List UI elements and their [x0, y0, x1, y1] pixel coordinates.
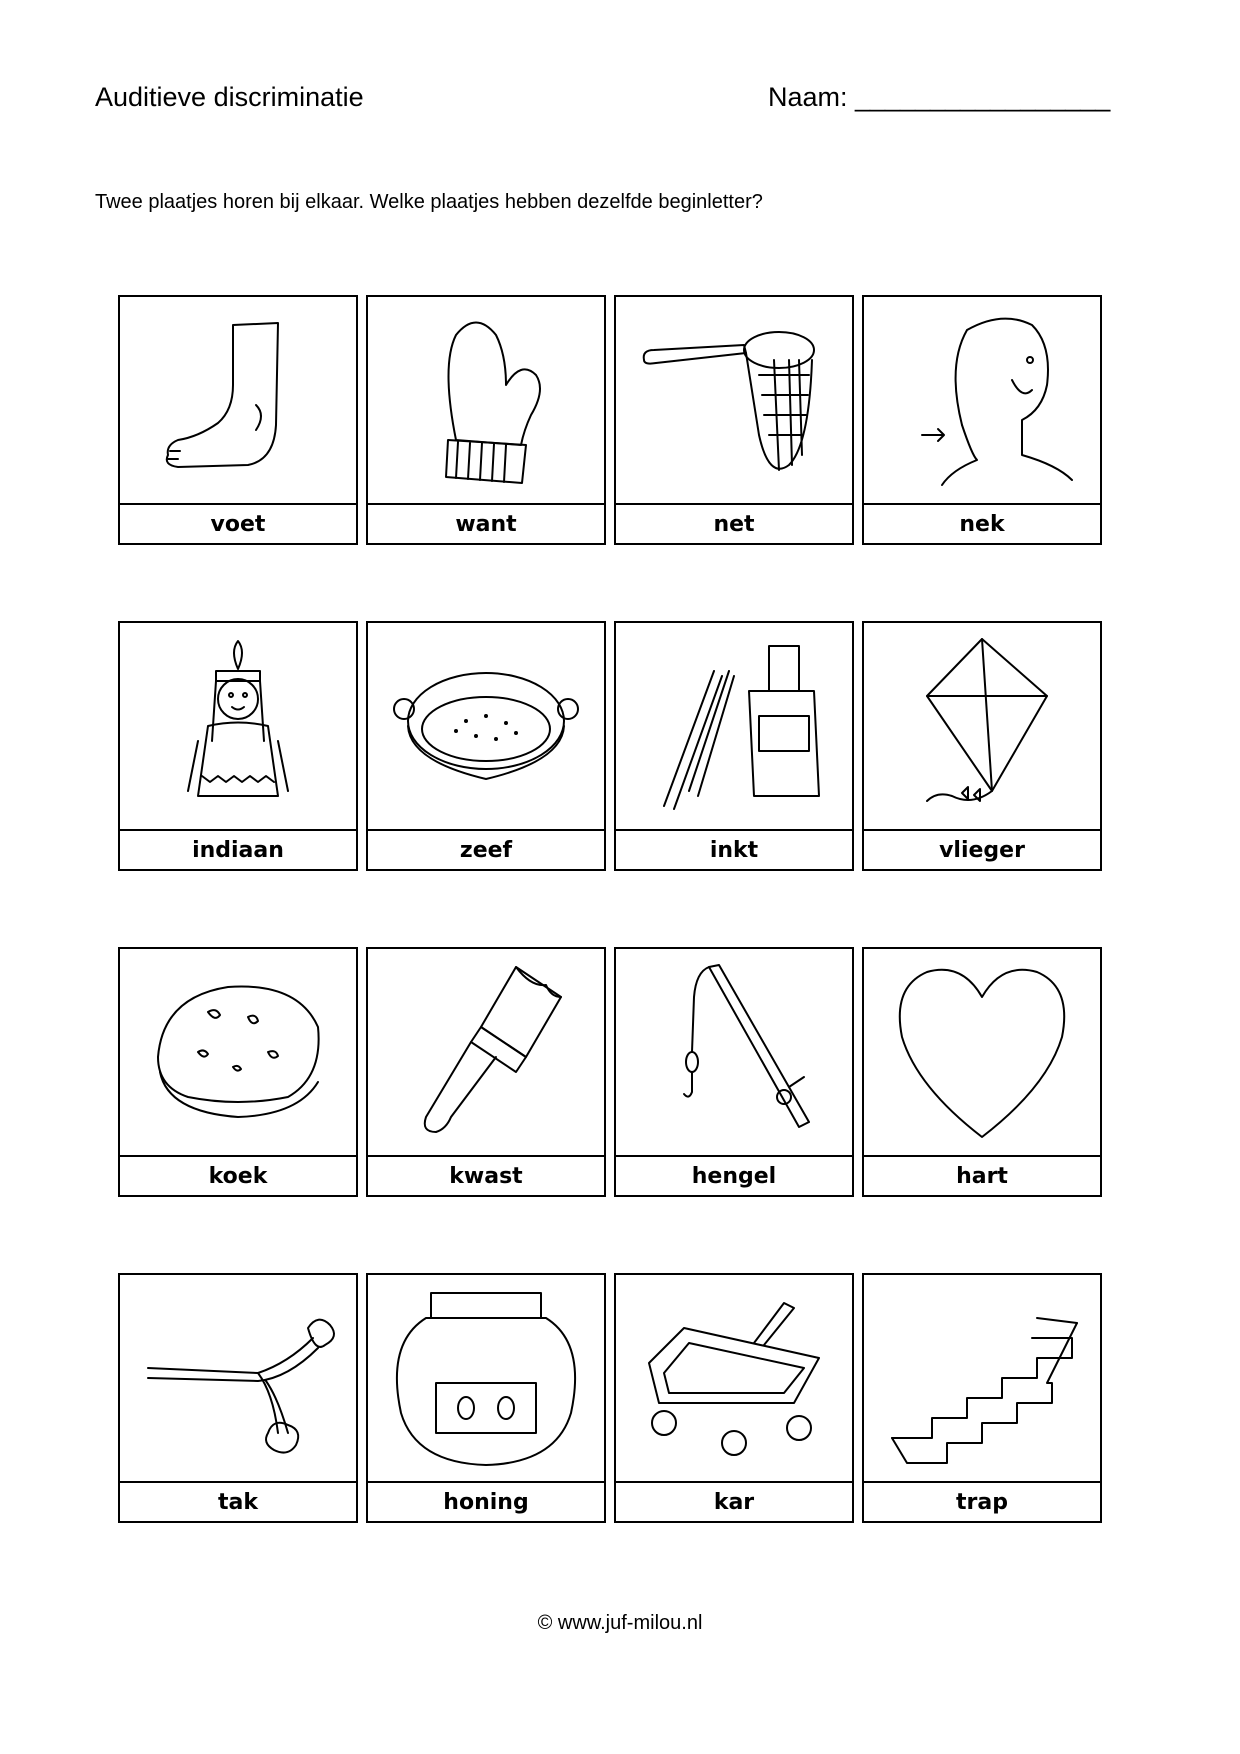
card-hengel[interactable] [614, 947, 854, 1197]
card-word: vlieger [939, 837, 1025, 863]
card-word: koek [208, 1163, 268, 1189]
card-hart[interactable] [862, 947, 1102, 1197]
cookie-icon [120, 949, 356, 1157]
card-word: indiaan [192, 837, 284, 863]
card-zeef[interactable] [366, 621, 606, 871]
card-word: zeef [459, 837, 513, 863]
fishing-rod-icon [616, 949, 852, 1157]
card-word: honing [443, 1489, 529, 1515]
card-inkt[interactable] [614, 621, 854, 871]
name-field-label: Naam: _________________ [768, 82, 1111, 112]
net-icon [616, 297, 852, 505]
card-trap[interactable] [862, 1273, 1102, 1523]
stairs-icon [864, 1275, 1100, 1483]
heart-icon [864, 949, 1100, 1157]
card-word: inkt [709, 837, 759, 863]
card-voet[interactable] [118, 295, 358, 545]
neck-icon [864, 297, 1100, 505]
card-nek[interactable] [862, 295, 1102, 545]
card-kwast[interactable] [366, 947, 606, 1197]
card-vlieger[interactable] [862, 621, 1102, 871]
indian-icon [120, 623, 356, 831]
card-word: kwast [449, 1163, 523, 1189]
ink-icon [616, 623, 852, 831]
picture-grid [118, 295, 1106, 1523]
branch-icon [120, 1275, 356, 1483]
worksheet-title: Auditieve discriminatie [95, 82, 364, 112]
card-word: voet [210, 511, 266, 537]
card-word: hart [956, 1163, 1008, 1189]
card-word: nek [959, 511, 1005, 537]
card-word: hengel [691, 1163, 777, 1189]
card-indiaan[interactable] [118, 621, 358, 871]
card-want[interactable] [366, 295, 606, 545]
card-word: tak [218, 1489, 258, 1515]
kite-icon [864, 623, 1100, 831]
card-honing[interactable] [366, 1273, 606, 1523]
card-koek[interactable] [118, 947, 358, 1197]
brush-icon [368, 949, 604, 1157]
card-word: want [455, 511, 517, 537]
foot-icon [120, 297, 356, 505]
card-tak[interactable] [118, 1273, 358, 1523]
card-kar[interactable] [614, 1273, 854, 1523]
card-word: net [713, 511, 755, 537]
card-net[interactable] [614, 295, 854, 545]
cart-icon [616, 1275, 852, 1483]
mitten-icon [368, 297, 604, 505]
honey-jar-icon [368, 1275, 604, 1483]
card-word: kar [713, 1489, 755, 1515]
card-word: trap [956, 1489, 1008, 1515]
instruction-text: Twee plaatjes horen bij elkaar. Welke plaatjes hebben dezelfde beginletter? [95, 191, 763, 213]
footer-copyright: © www.juf-milou.nl [537, 1612, 703, 1634]
sieve-icon [368, 623, 604, 831]
